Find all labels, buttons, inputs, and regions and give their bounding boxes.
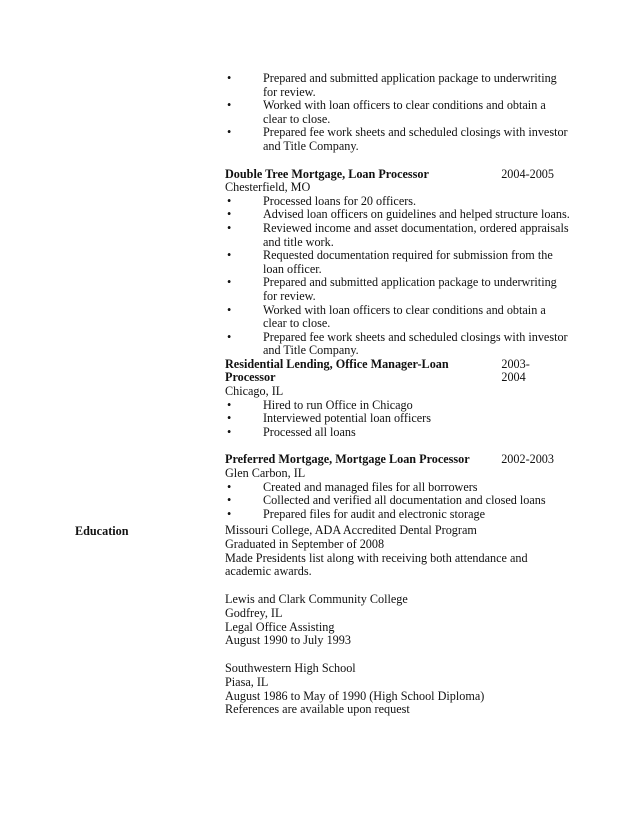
job-location: Chesterfield, MO xyxy=(225,180,311,195)
list-item: • Hired to run Office in Chicago xyxy=(227,397,413,412)
bullet-icon: • xyxy=(227,207,232,222)
list-item: • Processed loans for 20 officers. xyxy=(227,193,417,208)
list-item: • Advised loan officers on guidelines and helped structure loans. xyxy=(227,207,570,222)
job-location: Chicago, IL xyxy=(225,384,284,399)
list-item: • Processed all loans xyxy=(227,424,356,439)
list-item: • Prepared fee work sheets and scheduled closings with investor and Title Company. xyxy=(227,329,568,358)
bullet-icon: • xyxy=(227,71,232,85)
list-item: • Created and managed files for all borrowers xyxy=(227,479,478,494)
list-item: • Worked with loan officers to clear conditions and obtain a clear to close. xyxy=(227,302,546,331)
bullet-icon: • xyxy=(227,329,232,344)
bullet-icon: • xyxy=(227,479,232,494)
bullet-icon: • xyxy=(227,248,232,263)
bullet-icon: • xyxy=(227,424,232,439)
bullet-icon: • xyxy=(227,302,232,317)
references-note: References are available upon request xyxy=(225,702,410,717)
job-entry xyxy=(225,358,570,440)
job-title: Residential Lending, Office Manager-Loan Processor xyxy=(225,356,449,385)
bullet-icon: • xyxy=(227,193,232,208)
bullet-icon: • xyxy=(227,220,232,235)
job-entry xyxy=(225,168,570,358)
job-dates: 2003-2004 xyxy=(501,356,530,385)
list-item: • Worked with loan officers to clear conditions and obtain a clear to close. xyxy=(227,98,546,126)
bullet-icon: • xyxy=(227,98,232,113)
list-item: • Prepared fee work sheets and scheduled closings with investor and Title Company. xyxy=(227,125,568,153)
education-entry: Lewis and Clark Community College Godfrey, IL Legal Office Assisting August 1990 to July 1993 xyxy=(225,591,408,648)
job-location: Glen Carbon, IL xyxy=(225,466,306,481)
list-item: • Requested documentation required for submission from the loan officer. xyxy=(227,248,553,276)
bullet-icon: • xyxy=(227,493,232,508)
bullet-icon: • xyxy=(227,411,232,426)
list-item: • Prepared files for audit and electronic storage xyxy=(227,506,485,521)
list-item: • Prepared and submitted application package to underwriting for review. xyxy=(227,71,557,99)
list-item: • Interviewed potential loan officers xyxy=(227,411,431,426)
job-entry xyxy=(225,453,570,521)
education-entry: Southwestern High School Piasa, IL August 1986 to May of 1990 (High School Diploma) References are available upon request xyxy=(225,662,570,717)
continued-bullets xyxy=(225,72,570,154)
list-item: • Collected and verified all documentation and closed loans xyxy=(227,493,546,508)
education-entry: Missouri College, ADA Accredited Dental Program Graduated in September of 2008 Made Presidents list along with receiving both attendance and academic awards. xyxy=(225,523,528,579)
section-heading-education: Education xyxy=(75,524,129,538)
list-item: • Reviewed income and asset documentation, ordered appraisals and title work. xyxy=(227,220,569,249)
education-section xyxy=(225,524,570,717)
job-title: Preferred Mortgage, Mortgage Loan Processor xyxy=(225,452,470,467)
experience-column xyxy=(225,72,570,521)
job-dates: 2002-2003 xyxy=(501,452,554,467)
bullet-icon: • xyxy=(227,397,232,412)
job-title: Double Tree Mortgage, Loan Processor xyxy=(225,166,429,181)
bullet-icon: • xyxy=(227,506,232,521)
bullet-icon: • xyxy=(227,125,232,140)
bullet-icon: • xyxy=(227,275,232,290)
job-dates: 2004-2005 xyxy=(501,166,554,181)
list-item: • Prepared and submitted application package to underwriting for review. xyxy=(227,275,557,303)
